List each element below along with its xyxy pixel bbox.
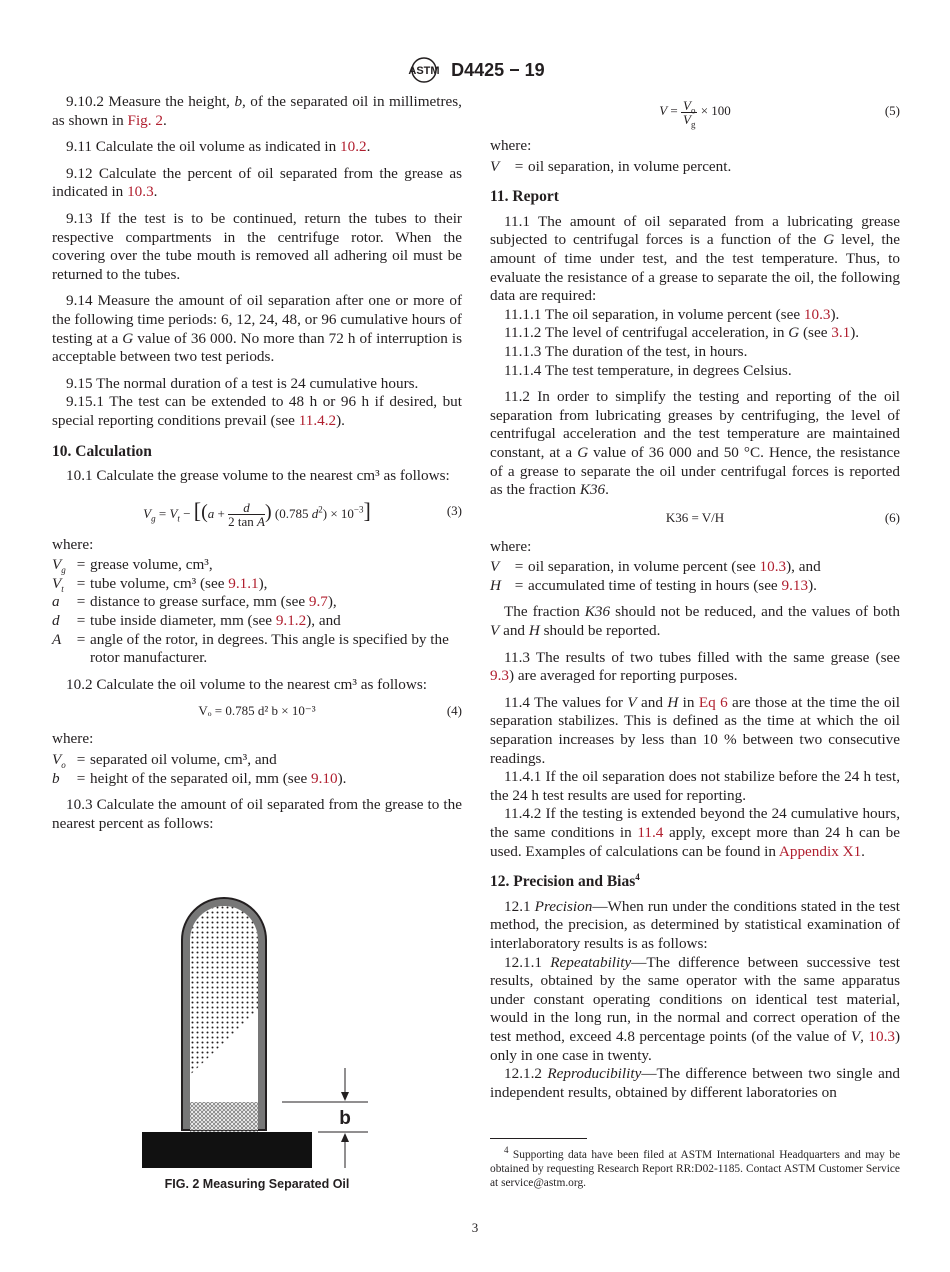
definition-row: a = distance to grease surface, mm (see 9.7), (52, 593, 337, 611)
para-9-14: 9.14 Measure the amount of oil separation after one or more of the following time periods: 6, 12, 24, 48, or 96 cumulative hours of testing at a G value of 36 000. No more than 72 h of interruption is acceptable between two test periods. (52, 292, 462, 366)
para-11-2: 11.2 In order to simplify the testing and reporting of the oil separation from lubricating greases by centrifuging, the level of centrifugal acceleration and the test temperature are maintained constant, at a G value of 36 000 and 50 °C. Hence, the resistance of a grease to separate the oil under centrifugal forces is reported as the fraction K36. (490, 388, 900, 499)
where-label-5: where: (490, 137, 532, 154)
definition-row: V = oil separation, in volume percent. (490, 157, 732, 175)
link-11-4[interactable]: 11.4 (637, 824, 664, 841)
para-9-11: 9.11 Calculate the oil volume as indicated in 10.2. (66, 138, 371, 156)
para-11-1: 11.1 The amount of oil separated from a lubricating grease subjected to centrifugal forces is a function of the G level, the amount of time under test, and the test temperature. Thus, to evaluate the resistance of a grease to separate the oil, the following data are required: (490, 212, 900, 305)
equation-5: V = $\frac{V_o}{V_g}$ × 100 (5) (659, 97, 900, 130)
para-9-13: 9.13 If the test is to be continued, return the tubes to their respective compartments in the centrifuge rotor. When the covering over the tube mouth is removed all adhering oil must be returned to the tubes. (52, 209, 462, 283)
link-9-1-2[interactable]: 9.1.2 (275, 612, 307, 630)
definitions-eq5 (490, 158, 900, 177)
figure-caption: FIG. 2 Measuring Separated Oil (164, 1177, 350, 1191)
link-9-10[interactable]: 9.10 (311, 769, 338, 787)
footnote-4: $^4$ Supporting data have been filed at ASTM International Headquarters and may be obtained by requesting Research Report RR:D02-1185. Contact ASTM Customer Service at service@astm.org. (490, 1145, 900, 1189)
definition-row: $V_t$ = tube volume, cm³ (see 9.1.1), (52, 574, 268, 594)
definitions-eq3 (52, 556, 462, 668)
para-10-3: 10.3 Calculate the amount of oil separated from the grease to the nearest percent as follows: (52, 796, 462, 832)
where-label-6: where: (490, 537, 532, 555)
definition-row: H = accumulated time of testing in hours (see 9.13). (490, 576, 817, 594)
definition-row: $V_g$ = grease volume, cm³, (52, 556, 213, 576)
equation-3: $V_g = V_t - [(a$ + $\frac{d}{\text{2 tan A}}$ ) (0.785 $d^2) \times 10^{-3}$] (3) (143, 497, 462, 530)
left-column (52, 93, 462, 841)
link-10-3[interactable]: 10.3 (127, 183, 154, 201)
para-11-3: 11.3 The results of two tubes filled with the same grease (see 9.3) are averaged for reporting purposes. (490, 648, 900, 685)
para-11-1-2: 11.1.2 The level of centrifugal acceleration, in G (see 3.1). (504, 324, 860, 342)
definition-row: V = oil separation, in volume percent (see 10.3), and (490, 558, 821, 576)
para-10-1: 10.1 Calculate the grease volume to the nearest cm³ as follows: (66, 467, 450, 485)
para-11-4: 11.4 The values for V and H in Eq 6 are those at the time the oil separation stabilizes. This is defined as the time at which the oil separation increases by less than 10 % between two consecutive readings. (490, 693, 900, 767)
para-10-2: 10.2 Calculate the oil volume to the nearest cm³ as follows: (66, 675, 427, 693)
link-eq-6[interactable]: Eq 6 (698, 693, 728, 711)
link-10-3[interactable]: 10.3 (759, 558, 787, 576)
dimension-label-b: b (339, 1108, 351, 1129)
definition-row: b = height of the separated oil, mm (see 9.10). (52, 769, 347, 787)
para-11-1-1: 11.1.1 The oil separation, in volume percent (see 10.3). (504, 305, 840, 323)
where-label-4: where: (52, 730, 94, 748)
link-9-7[interactable]: 9.7 (308, 593, 328, 611)
page-number: 3 (471, 1220, 479, 1235)
link-fig-2[interactable]: Fig. 2 (127, 111, 163, 129)
section-heading-11: 11. Report (490, 188, 559, 206)
para-9-10-2: 9.10.2 Measure the height, b, of the separated oil in millimetres, as shown in Fig. 2. (52, 93, 462, 129)
link-9-3[interactable]: 9.3 (490, 667, 509, 685)
where-label-3: where: (52, 535, 94, 553)
footnote-ref[interactable]: 4 (635, 872, 640, 883)
para-11-4-1: 11.4.1 If the oil separation does not stabilize before the 24 h test, the 24 h test results are used for reporting. (490, 768, 900, 804)
link-9-1-1[interactable]: 9.1.1 (228, 574, 259, 592)
astm-logo-icon (405, 55, 443, 85)
para-9-15: 9.15 The normal duration of a test is 24 cumulative hours. (66, 374, 419, 392)
para-12-1: 12.1 Precision—When run under the conditions stated in the test method, the precision, as determined by statistical examination of interlaboratory results is as follows: (490, 897, 901, 952)
para-11-4-2: 11.4.2 If the testing is extended beyond the 24 cumulative hours, the same conditions in 11.4 apply, except more than 24 h can be used. Examples of calculations can be found in Appendix X1. (490, 805, 900, 860)
link-appendix-x1[interactable]: Appendix X1 (778, 842, 862, 860)
definitions-eq4 (52, 751, 462, 788)
section-heading-12: 12. Precision and Bias$^4$ (490, 872, 640, 891)
definitions-eq6 (490, 558, 900, 595)
link-10-3[interactable]: 10.3 (803, 305, 831, 323)
svg-text:ASTM: ASTM (408, 65, 440, 77)
link-10-3[interactable]: 10.3 (868, 1027, 895, 1045)
document-code: D4425 − 19 (451, 59, 545, 80)
para-9-12: 9.12 Calculate the percent of oil separated from the grease as indicated in 10.3. (52, 164, 462, 201)
link-9-13[interactable]: 9.13 (781, 576, 809, 594)
link-3-1[interactable]: 3.1 (831, 324, 851, 342)
para-11-1-3: 11.1.3 The duration of the test, in hours. (504, 342, 748, 360)
figure-2-diagram (140, 880, 380, 1180)
definition-row: d = tube inside diameter, mm (see 9.1.2), and (52, 612, 341, 630)
definition-row: A = angle of the rotor, in degrees. This angle is specified by the rotor manufacturer. (52, 630, 449, 667)
equation-4: Vₒ = 0.785 d² b × 10⁻³ (4) (198, 703, 462, 719)
right-column (490, 93, 900, 1102)
footnote-divider (490, 1138, 587, 1139)
link-11-4-2[interactable]: 11.4.2 (298, 411, 337, 429)
equation-6: K36 = V/H (6) (665, 509, 900, 525)
section-heading-10: 10. Calculation (52, 442, 152, 460)
para-fraction: The fraction K36 should not be reduced, and the values of both V and H should be reported. (490, 603, 900, 640)
definition-row: $V_o$ = separated oil volume, cm³, and (52, 751, 277, 771)
para-11-1-4: 11.1.4 The test temperature, in degrees Celsius. (504, 361, 792, 379)
link-10-2[interactable]: 10.2 (340, 138, 367, 156)
para-12-1-2: 12.1.2 Reproducibility—The difference between two single and independent results, obtained by different laboratories on (490, 1065, 901, 1101)
page-header (0, 55, 950, 85)
para-12-1-1: 12.1.1 Repeatability—The difference between successive test results, obtained by the same operator with the same apparatus under constant operating conditions on identical test material, would in the long run, in the normal and correct operation of the test method, exceed 4.8 percentage points (of the value of V, 10.3) only in one case in twenty. (490, 953, 901, 1064)
para-9-15-1: 9.15.1 The test can be extended to 48 h or 96 h if desired, but special reporting conditions prevail (see 11.4.2). (52, 393, 462, 429)
